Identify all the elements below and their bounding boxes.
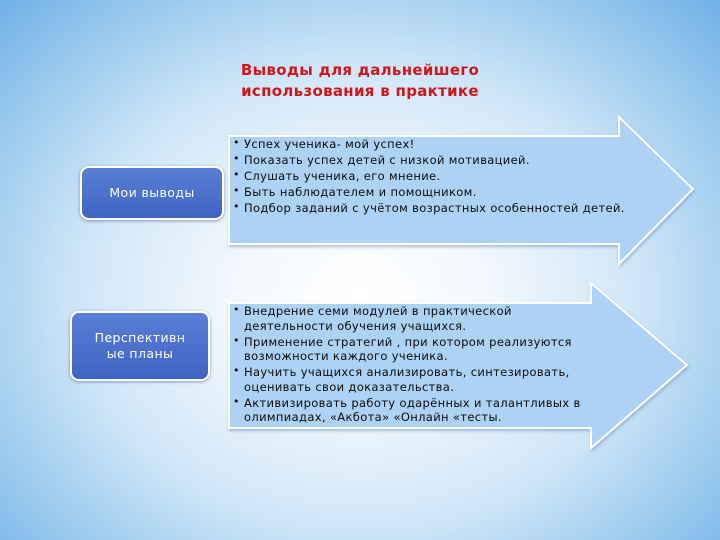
label-plans [70, 311, 210, 381]
list-item: • Внедрение семи модулей в практической деятельности обучения учащихся. [233, 304, 595, 333]
slide-title: Выводы для дальнейшего использования в практике [240, 61, 480, 100]
list-item: • Научить учащихся анализировать, синтезировать, оценивать свои доказательства. [233, 365, 595, 394]
list-item: • Подбор заданий с учётом возрастных особенностей детей. [233, 201, 625, 216]
label-conclusions-text: Мои выводы [109, 185, 195, 200]
list-item: • Слушать ученика, его мнение. [233, 169, 625, 184]
label-plans-text: Перспективн ые планы [94, 330, 186, 361]
conclusions-list [233, 137, 625, 217]
list-item: • Активизировать работу одарённых и талантливых в олимпиадах, «Акбота» «Онлайн «тесты. [233, 396, 595, 425]
plans-list [233, 304, 595, 426]
list-item: • Успех ученика- мой успех! [233, 137, 625, 152]
list-item: • Показать успех детей с низкой мотивацией. [233, 153, 625, 168]
list-item: • Применение стратегий , при котором реализуются возможности каждого ученика. [233, 335, 595, 364]
label-conclusions [80, 166, 224, 220]
list-item: • Быть наблюдателем и помощником. [233, 185, 625, 200]
